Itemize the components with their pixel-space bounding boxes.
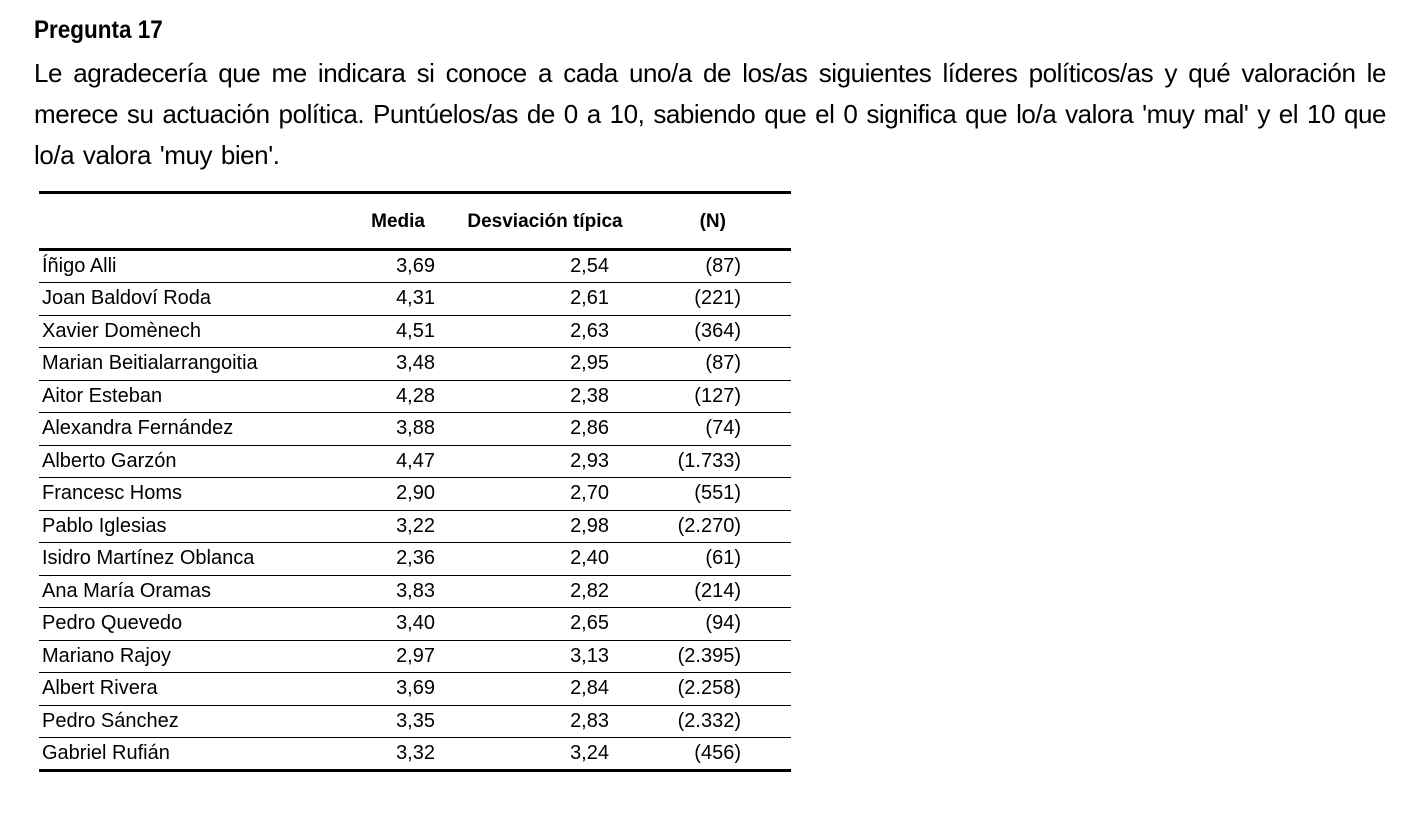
cell-media: 3,69: [396, 677, 435, 700]
cell-media: 4,28: [396, 384, 435, 407]
cell-media: 2,90: [396, 482, 435, 505]
cell-media: 3,35: [396, 709, 435, 732]
cell-desviacion: 2,84: [570, 677, 609, 700]
cell-desviacion: 2,65: [570, 612, 609, 635]
cell-media: 3,83: [396, 579, 435, 602]
cell-n: (87): [705, 255, 741, 277]
cell-media: 3,22: [396, 514, 435, 537]
cell-desviacion: 2,63: [570, 319, 609, 342]
table-row: [39, 413, 791, 446]
cell-name: Gabriel Rufián: [42, 742, 170, 764]
cell-name: Alberto Garzón: [42, 449, 177, 472]
cell-n: (1.733): [677, 449, 741, 472]
cell-name: Ana María Oramas: [42, 579, 211, 602]
cell-media: 2,36: [396, 547, 435, 570]
header-media: Media: [371, 210, 425, 232]
cell-n: (2.332): [677, 709, 741, 732]
table-body: [39, 250, 791, 771]
table-row: [39, 445, 791, 478]
header-n: (N): [699, 210, 726, 232]
table-row: [39, 673, 791, 706]
cell-name: Mariano Rajoy: [42, 644, 171, 667]
cell-media: 3,88: [396, 417, 435, 440]
cell-desviacion: 2,61: [570, 287, 609, 310]
cell-name: Francesc Homs: [42, 482, 183, 505]
header-desviacion: Desviación típica: [467, 210, 623, 232]
table-row: [39, 608, 791, 641]
table-row: [39, 575, 791, 608]
cell-desviacion: 2,95: [570, 352, 609, 375]
table-row: [39, 478, 791, 511]
cell-n: (94): [705, 612, 741, 635]
table-row: [39, 543, 791, 576]
cell-media: 2,97: [396, 644, 435, 667]
table-row: [39, 315, 791, 348]
table-row: [39, 640, 791, 673]
cell-desviacion: 3,13: [570, 644, 609, 667]
cell-n: (87): [705, 352, 741, 375]
question-title: Pregunta 17: [34, 16, 163, 44]
table-row: [39, 283, 791, 316]
cell-n: (214): [694, 579, 741, 602]
cell-name: Xavier Domènech: [42, 319, 201, 342]
table-row: [39, 738, 791, 771]
cell-n: (2.258): [677, 677, 741, 700]
cell-name: Joan Baldoví Roda: [42, 287, 212, 310]
cell-name: Pedro Quevedo: [42, 612, 183, 635]
cell-media: 4,31: [396, 287, 435, 310]
cell-n: (74): [705, 417, 741, 440]
cell-n: (61): [705, 547, 741, 570]
cell-name: Pedro Sánchez: [42, 709, 179, 732]
cell-n: (2.395): [677, 644, 741, 667]
cell-desviacion: 2,38: [570, 384, 609, 407]
table-header-row: [39, 193, 791, 250]
cell-name: Aitor Esteban: [42, 384, 163, 407]
cell-media: 3,32: [396, 742, 435, 764]
cell-desviacion: 2,82: [570, 579, 609, 602]
cell-n: (364): [694, 319, 741, 342]
cell-n: (456): [694, 742, 741, 764]
cell-name: Íñigo Alli: [42, 255, 117, 277]
question-block: [34, 14, 1386, 176]
cell-media: 3,40: [396, 612, 435, 635]
cell-name: Albert Rivera: [42, 677, 158, 700]
cell-media: 3,69: [396, 255, 435, 277]
cell-n: (2.270): [677, 514, 741, 537]
ratings-table-container: [39, 191, 791, 772]
cell-desviacion: 2,93: [570, 449, 609, 472]
cell-desviacion: 2,40: [570, 547, 609, 570]
ratings-table: [39, 191, 791, 772]
cell-desviacion: 3,24: [570, 742, 609, 764]
header-name: [39, 193, 307, 250]
cell-media: 4,51: [396, 319, 435, 342]
cell-n: (221): [694, 287, 741, 310]
table-row: [39, 348, 791, 381]
cell-desviacion: 2,54: [570, 255, 609, 277]
cell-desviacion: 2,83: [570, 709, 609, 732]
cell-n: (551): [694, 482, 741, 505]
table-row: [39, 510, 791, 543]
cell-n: (127): [694, 384, 741, 407]
cell-desviacion: 2,86: [570, 417, 609, 440]
cell-name: Isidro Martínez Oblanca: [42, 547, 255, 570]
cell-desviacion: 2,70: [570, 482, 609, 505]
cell-name: Marian Beitialarrangoitia: [42, 352, 258, 375]
table-row: [39, 250, 791, 283]
table-row: [39, 380, 791, 413]
cell-name: Alexandra Fernández: [42, 417, 234, 440]
cell-media: 3,48: [396, 352, 435, 375]
cell-desviacion: 2,98: [570, 514, 609, 537]
cell-name: Pablo Iglesias: [42, 514, 167, 537]
table-row: [39, 705, 791, 738]
question-text: Le agradecería que me indicara si conoce a cada uno/a de los/as siguientes líderes políticos/as y qué valoración le merece su actuación política. Puntúelos/as de 0 a 10, sabiendo que el 0 significa que lo/a valora 'muy mal' y el 10 que lo/a valora 'muy bien'.: [34, 58, 1386, 170]
cell-media: 4,47: [396, 449, 435, 472]
